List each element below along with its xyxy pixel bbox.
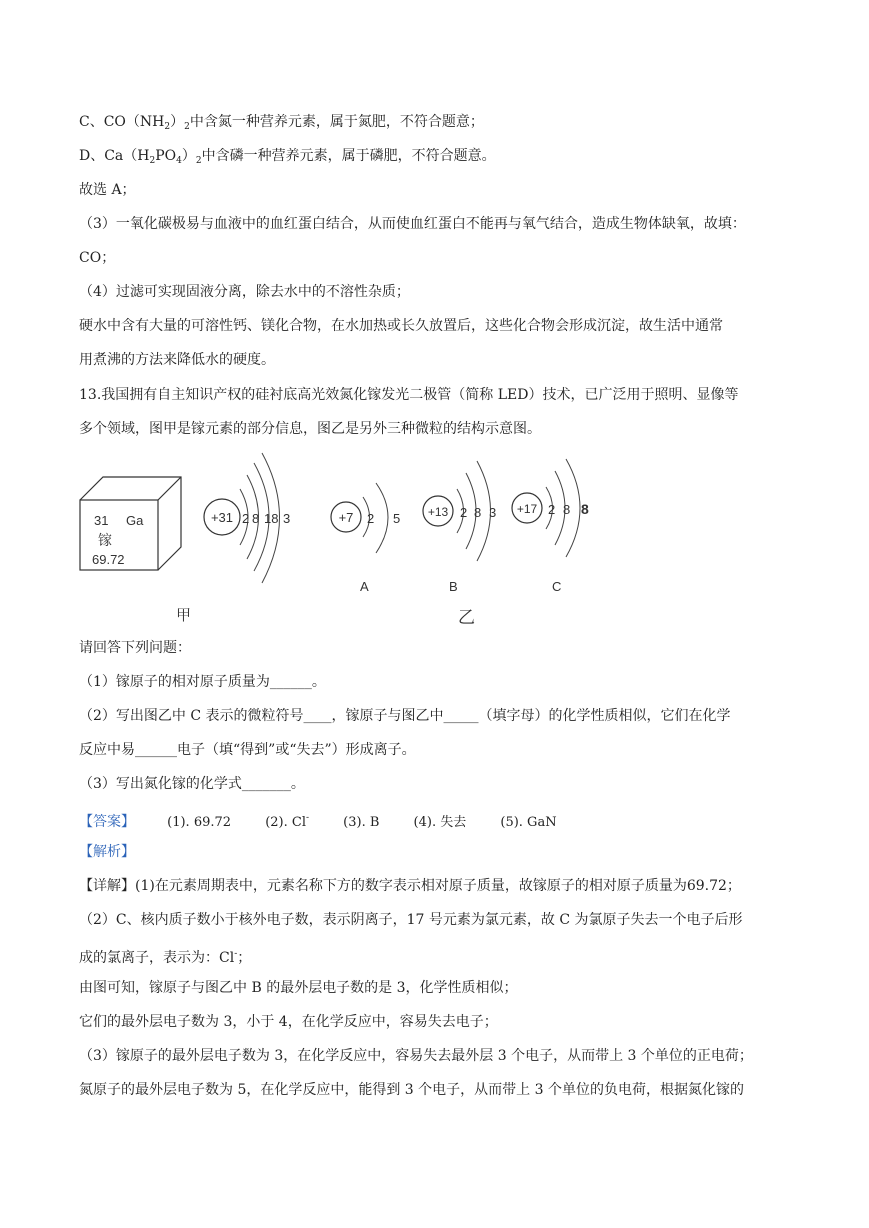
element-number: 31 — [94, 513, 109, 528]
answer-2 — [265, 808, 309, 833]
detail-line-3-text: 成的氯离子，表示为：Cl — [79, 950, 235, 966]
particle-c-shell-1: 2 — [548, 502, 556, 517]
question-1: （1）镓原子的相对原子质量为______。 — [79, 674, 326, 690]
gallium-nucleus: +31 — [210, 510, 234, 525]
option-d-sub1: 2 — [149, 156, 156, 166]
gallium-shell-3: 18 — [264, 511, 279, 526]
hard-water-line-1: 硬水中含有大量的可溶性钙、镁化合物，在水加热或长久放置后，这些化合物会形成沉淀，故生活中通常 — [79, 318, 723, 334]
answer-line — [79, 808, 587, 833]
analysis-label: 【解析】 — [79, 844, 135, 860]
question-13-line-1: 13.我国拥有自主知识产权的硅衬底高光效氮化镓发光二极管（简称 LED）技术，已广泛用于照明、显像等 — [79, 387, 739, 403]
answer-3: (3). B — [343, 815, 380, 830]
answer-5: (5). GaN — [500, 815, 557, 830]
element-name: 镓 — [98, 532, 112, 548]
option-d-sub3: 2 — [195, 156, 202, 166]
option-c-sub1: 2 — [164, 122, 171, 132]
particle-b-shell-3: 3 — [489, 505, 497, 520]
gallium-shell-2: 8 — [252, 511, 260, 526]
select-line: 故选 A； — [79, 182, 136, 198]
option-c-line — [79, 112, 484, 137]
part4-line: （4）过滤可实现固液分离，除去水中的不溶性杂质； — [79, 284, 410, 300]
part3-line-2: CO； — [79, 250, 116, 266]
detail-line-5: 它们的最外层电子数为 3，小于 4，在化学反应中，容易失去电子； — [79, 1014, 498, 1030]
gallium-atom-diagram — [204, 453, 290, 583]
detail-line-3-end: ； — [237, 950, 252, 966]
answer-4: (4). 失去 — [413, 815, 467, 830]
particle-c-shell-3: 8 — [581, 501, 589, 517]
particle-b-nucleus: +13 — [427, 505, 449, 519]
particle-b-diagram — [423, 461, 496, 594]
part3-line-1: （3）一氧化碳极易与血液中的血红蛋白结合，从而使血红蛋白不能再与氧气结合，造成生物体缺氧，故填： — [79, 216, 746, 232]
atomic-structure-figure — [0, 445, 869, 635]
particle-a-diagram — [331, 483, 400, 594]
element-mass: 69.72 — [92, 552, 125, 567]
question-2-line-2: 反应中易______电子（填“得到”或“失去”）形成离子。 — [79, 742, 416, 758]
detail-line-3-sup: - — [234, 949, 238, 959]
particle-a-label: A — [360, 579, 369, 594]
question-2-line-1: （2）写出图乙中 C 表示的微粒符号____，镓原子与图乙中_____（填字母）的化学性质相似，它们在化学 — [79, 708, 731, 724]
hard-water-line-2: 用煮沸的方法来降低水的硬度。 — [79, 352, 275, 368]
option-d-sub2: 4 — [176, 156, 182, 166]
particle-a-shell-1: 2 — [367, 511, 375, 526]
answer-1: (1). 69.72 — [167, 815, 232, 830]
gallium-shell-1: 2 — [242, 511, 250, 526]
particle-c-shell-2: 8 — [563, 502, 571, 517]
particle-a-nucleus: +7 — [338, 510, 354, 525]
option-d-text-b: PO — [155, 148, 177, 164]
answer-2-text: (2). Cl — [265, 815, 306, 830]
question-3: （3）写出氮化镓的化学式_______。 — [79, 776, 305, 792]
detail-line-2: （2）C、核内质子数小于核外电子数，表示阴离子，17 号元素为氯元素，故 C 为氯原子失去一个电子后形 — [79, 912, 743, 928]
option-d-line — [79, 146, 496, 171]
element-symbol: Ga — [126, 513, 144, 528]
detail-line-7: 氮原子的最外层电子数为 5，在化学反应中，能得到 3 个电子，从而带上 3 个单位的负电荷，根据氮化镓的 — [79, 1082, 744, 1098]
detail-line-1: 【详解】(1)在元素周期表中，元素名称下方的数字表示相对原子质量，故镓原子的相对原子质量为69.72； — [79, 878, 741, 894]
detail-line-4: 由图可知，镓原子与图乙中 B 的最外层电子数的是 3，化学性质相似； — [79, 980, 518, 996]
particle-b-shell-1: 2 — [460, 505, 468, 520]
option-c-text-b: ） — [170, 114, 185, 130]
answer-2-sup: - — [305, 813, 310, 823]
option-d-text-a: D、Ca（H — [79, 148, 150, 164]
question-13-line-2: 多个领域，图甲是镓元素的部分信息，图乙是另外三种微粒的结构示意图。 — [79, 421, 541, 437]
particle-b-shell-2: 8 — [474, 505, 482, 520]
option-d-text-d: 中含磷一种营养元素，属于磷肥，不符合题意。 — [201, 148, 496, 164]
particle-c-diagram — [512, 459, 589, 594]
option-c-text-a: C、CO（NH — [79, 114, 165, 130]
option-d-text-c: ） — [181, 148, 196, 164]
option-c-sub2: 2 — [184, 122, 190, 132]
particle-a-shell-2: 5 — [393, 511, 401, 526]
particle-c-nucleus: +17 — [516, 502, 538, 516]
particle-c-label: C — [552, 579, 562, 594]
figure-label-jia: 甲 — [176, 607, 192, 624]
detail-line-6: （3）镓原子的最外层电子数为 3，在化学反应中，容易失去最外层 3 个电子，从而带上 3 个单位的正电荷； — [79, 1048, 753, 1064]
gallium-shell-4: 3 — [283, 511, 291, 526]
questions-intro: 请回答下列问题： — [79, 640, 191, 656]
detail-line-3 — [79, 944, 251, 968]
option-c-text-c: 中含氮一种营养元素，属于氮肥，不符合题意； — [189, 114, 484, 130]
particle-b-label: B — [449, 579, 458, 594]
answer-label: 【答案】 — [79, 814, 135, 830]
figure-label-yi: 乙 — [458, 608, 475, 627]
